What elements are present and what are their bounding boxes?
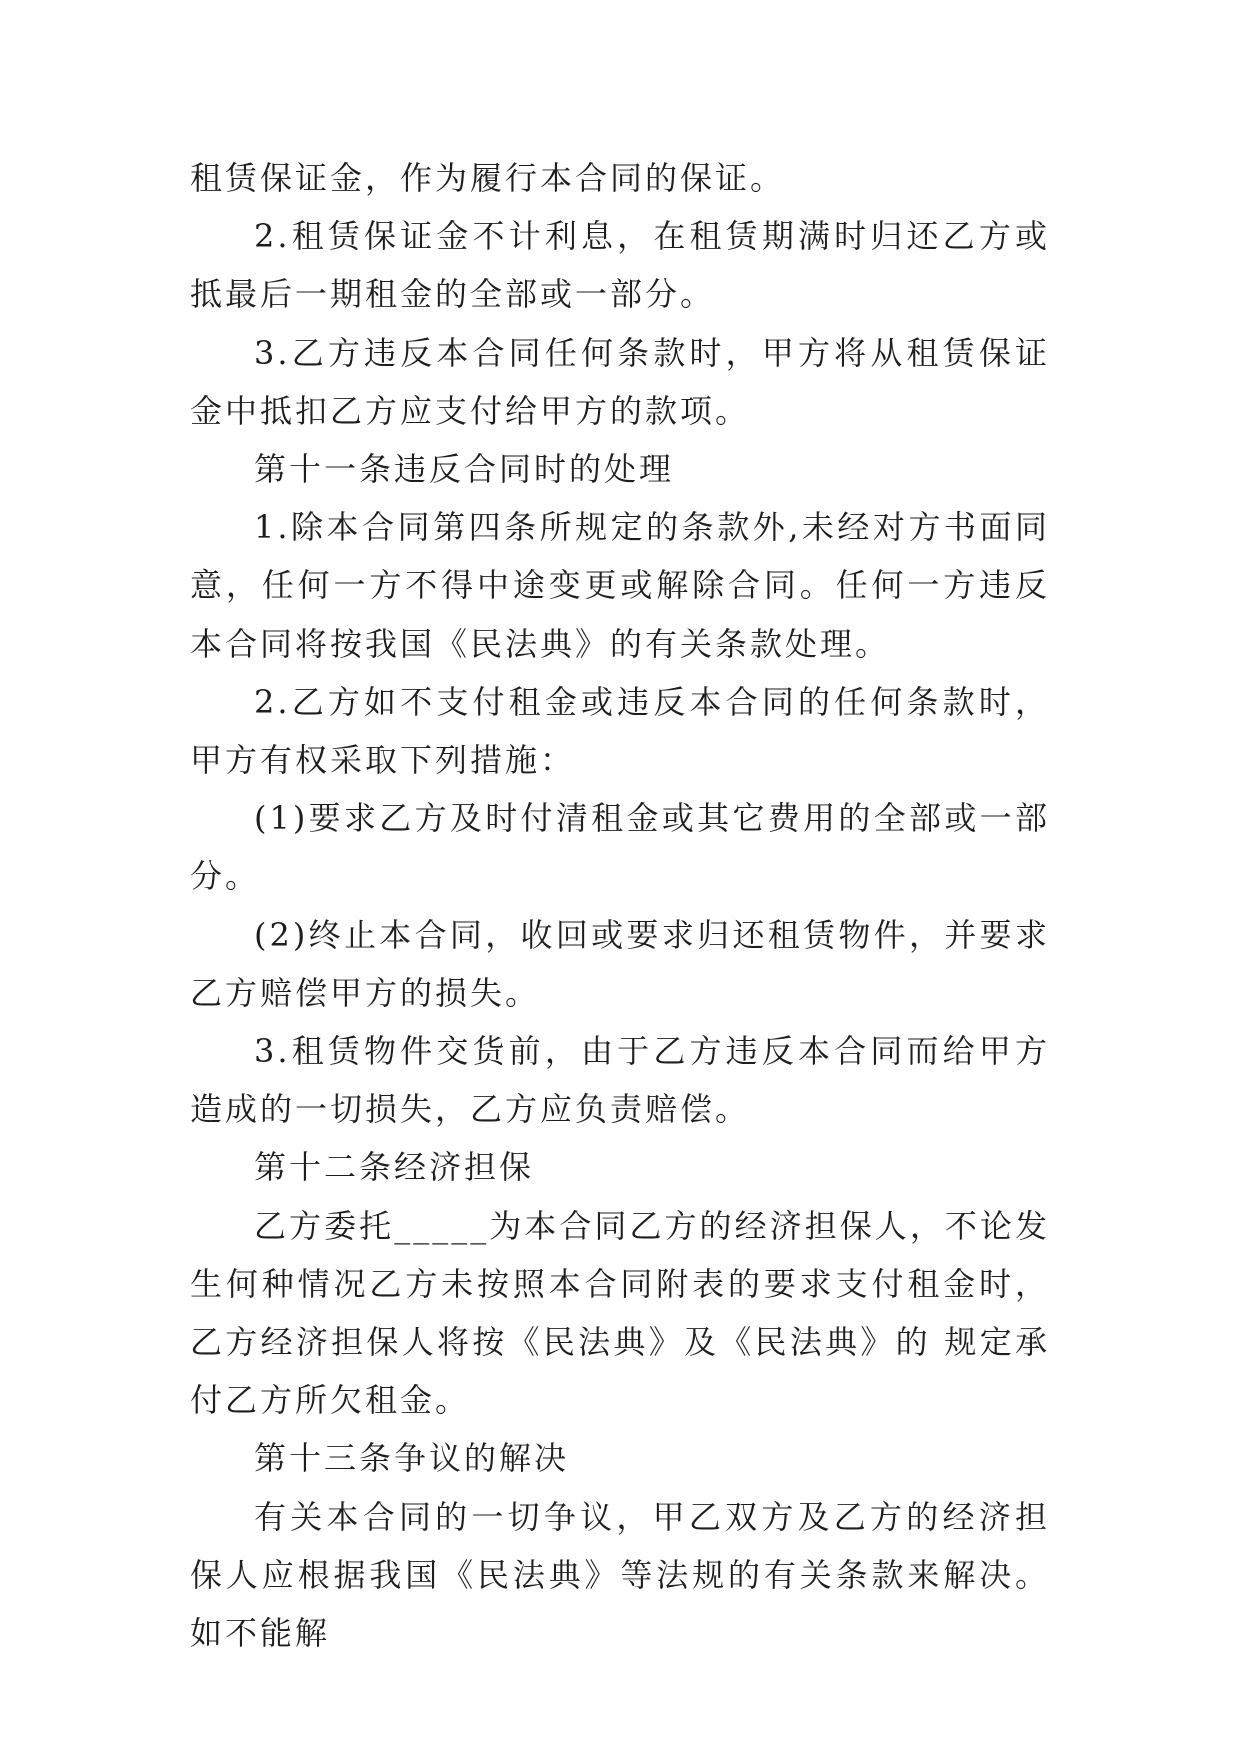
paragraph-deposit-guarantee: 租赁保证金，作为履行本合同的保证。 — [190, 159, 786, 197]
paragraph-no-unilateral-change: 1.除本合同第四条所规定的条款外,未经对方书面同意，任何一方不得中途变更或解除合同。任何一方违反本合同将按我国《民法典》的有关条款处理。 — [190, 508, 1050, 663]
section-heading-article-13: 第十三条争议的解决 — [254, 1439, 570, 1478]
section-heading-article-12: 第十二条经济担保 — [254, 1148, 535, 1187]
section-heading-article-11: 第十一条违反合同时的处理 — [254, 450, 675, 489]
paragraph-pre-delivery-loss: 3.租赁物件交货前，由于乙方违反本合同而给甲方造成的一切损失，乙方应负责赔偿。 — [190, 1032, 1050, 1129]
paragraph-remedy-1: (1)要求乙方及时付清租金或其它费用的全部或一部分。 — [190, 799, 1050, 896]
document-body — [190, 149, 1050, 1662]
paragraph-remedy-2: (2)终止本合同，收回或要求归还租赁物件，并要求乙方赔偿甲方的损失。 — [190, 915, 1050, 1012]
paragraph-guarantor: 乙方委托_____为本合同乙方的经济担保人，不论发生何种情况乙方未按照本合同附表的要求支付租金时，乙方经济担保人将按《民法典》及《民法典》的 规定承付乙方所欠租金。 — [190, 1206, 1050, 1420]
paragraph-deposit-deduction: 3.乙方违反本合同任何条款时，甲方将从租赁保证金中抵扣乙方应支付给甲方的款项。 — [190, 333, 1050, 430]
paragraph-deposit-no-interest: 2.租赁保证金不计利息，在租赁期满时归还乙方或抵最后一期租金的全部或一部分。 — [190, 217, 1050, 314]
paragraph-dispute-resolution: 有关本合同的一切争议，甲乙双方及乙方的经济担保人应根据我国《民法典》等法规的有关条款来解决。如不能解 — [190, 1497, 1050, 1653]
paragraph-remedies-intro: 2.乙方如不支付租金或违反本合同的任何条款时，甲方有权采取下列措施： — [190, 682, 1050, 780]
